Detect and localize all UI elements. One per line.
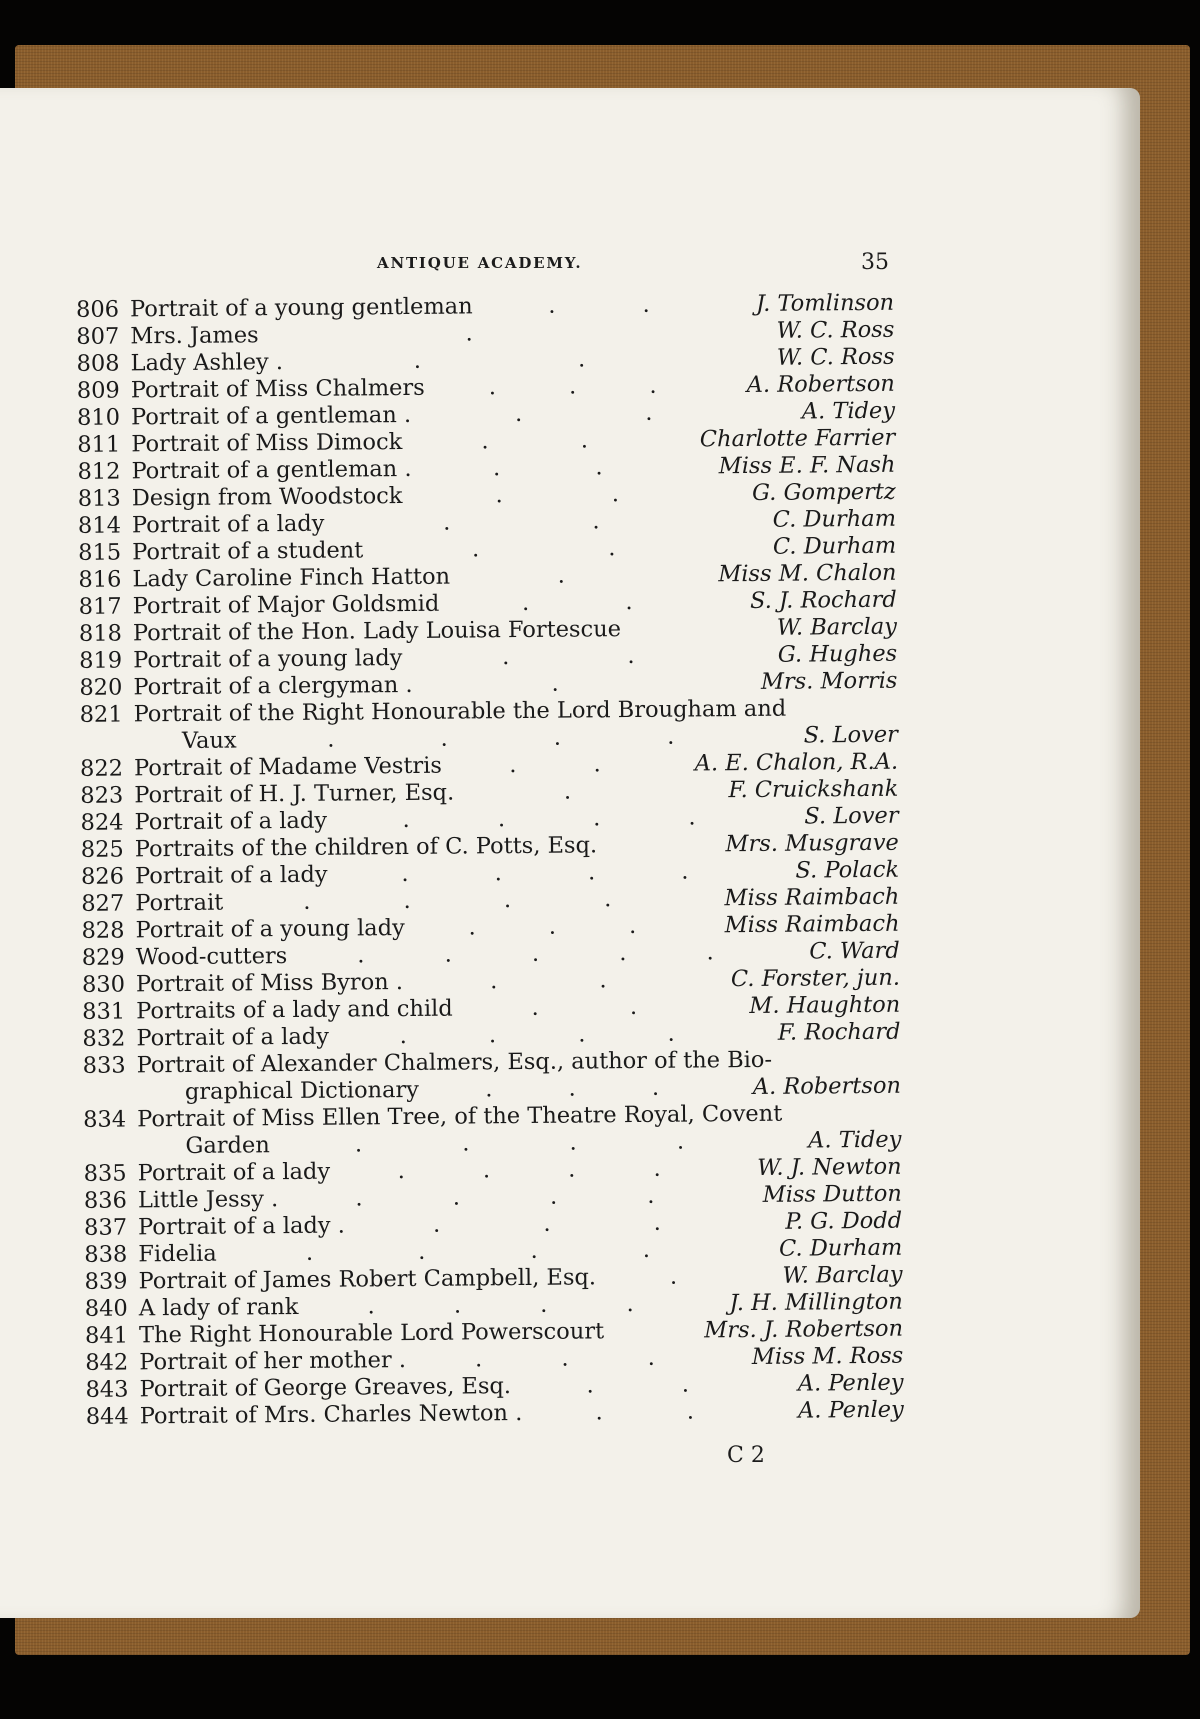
entry-title: Portrait of a lady .: [138, 1212, 345, 1241]
page-number: 35: [861, 250, 889, 275]
leader-dots: . . . .: [401, 858, 689, 888]
leader-dots: . .: [521, 589, 633, 616]
entry-title: The Right Honourable Lord Powerscourt: [138, 1318, 605, 1349]
entry-title: Fidelia: [138, 1240, 217, 1268]
entry-number: 806: [75, 296, 120, 323]
entry-number: 816: [78, 566, 122, 593]
entry-title: Portrait of the Right Honourable the Lord Brougham and: [133, 695, 787, 728]
entry-title: Portrait of Miss Byron .: [135, 969, 404, 998]
entry-number: 844: [85, 1403, 129, 1430]
entry-number: 817: [78, 593, 122, 620]
entry-title: Portrait of a student: [132, 537, 364, 566]
entry-artist: C. Durham: [778, 1234, 903, 1262]
entry-title: Portrait of a young lady: [135, 915, 405, 944]
entry-artist: W. J. Newton: [757, 1153, 902, 1181]
leader-dots: . . . .: [327, 723, 675, 753]
entry-title: A lady of rank: [138, 1293, 299, 1322]
entry-title: Portrait of a young gentleman: [129, 293, 473, 323]
entry-number: 842: [85, 1349, 129, 1376]
entry-number: 839: [84, 1268, 128, 1295]
leader-dots: . .: [586, 1371, 690, 1399]
entry-title: Portrait of a clergyman .: [133, 671, 413, 701]
leader-dots: . . . .: [367, 1291, 634, 1320]
entry-artist: Miss E. F. Nash: [718, 451, 896, 480]
leader-dots: . . .: [432, 1209, 661, 1238]
entry-artist: C. Durham: [772, 532, 897, 560]
entry-number: 835: [83, 1160, 127, 1187]
entry-number: 824: [80, 809, 124, 836]
entry-artist: S. Lover: [804, 802, 899, 830]
entry-title: Portrait of Miss Chalmers: [130, 374, 425, 404]
entry-number: 832: [82, 1025, 126, 1052]
entry-number: 820: [79, 674, 123, 701]
entry-number: 825: [80, 836, 124, 863]
leader-dots: .: [563, 778, 572, 805]
entry-number: 837: [84, 1214, 128, 1241]
entry-number: 814: [77, 512, 122, 539]
entry-artist: Mrs. Morris: [760, 667, 898, 695]
entry-artist: Miss M. Ross: [751, 1342, 904, 1371]
leader-dots: . .: [548, 291, 650, 319]
entry-artist: Miss Dutton: [762, 1180, 902, 1208]
entry-artist: W. Barclay: [782, 1261, 903, 1289]
entry-title: Portrait of a lady: [136, 1023, 330, 1052]
entry-artist: Miss M. Chalon: [718, 559, 897, 588]
entry-number: 843: [85, 1376, 129, 1403]
entry-artist: C. Ward: [809, 937, 900, 965]
leader-dots: .: [551, 670, 559, 697]
entry-artist: A. Robertson: [746, 370, 895, 399]
entry-number: 826: [80, 863, 125, 890]
entry-title: Portrait of a lady: [131, 510, 325, 539]
leader-dots: . . . . .: [357, 939, 714, 969]
entry-title: Lady Caroline Finch Hatton: [132, 563, 451, 593]
entry-number: 807: [76, 323, 120, 350]
entry-title: Portrait of Madame Vestris: [134, 752, 443, 782]
entry-title: Portrait of the Hon. Lady Louisa Fortescue: [132, 616, 622, 647]
catalogue-entries: [60, 290, 904, 1431]
entry-title: Portrait of a lady: [137, 1158, 331, 1187]
entry-number: 828: [81, 917, 125, 944]
leader-dots: . .: [531, 993, 638, 1021]
entry-number: 841: [84, 1322, 129, 1349]
running-head: ANTIQUE ACADEMY.: [377, 254, 583, 272]
leader-dots: . . . .: [355, 1182, 655, 1212]
leader-dots: .: [669, 1263, 678, 1290]
entry-number: 808: [76, 350, 120, 377]
entry-artist: S. Polack: [795, 856, 900, 884]
entry-title: Portrait of a young lady: [133, 645, 403, 674]
entry-title: Portrait of Alexander Chalmers, Esq., author of the Bio-: [136, 1046, 773, 1079]
leader-dots: . . . .: [305, 1236, 651, 1266]
leader-dots: . .: [502, 642, 635, 671]
entry-number: 838: [84, 1241, 128, 1268]
entry-number: 827: [81, 890, 125, 917]
entry-artist: Mrs. Musgrave: [725, 829, 899, 858]
entry-number: 829: [81, 944, 125, 971]
entry-title: Portraits of the children of C. Potts, Esq.: [134, 832, 598, 863]
leader-dots: . . . .: [399, 1020, 675, 1050]
entry-title: graphical Dictionary: [184, 1076, 420, 1105]
entry-title: Wood-cutters: [135, 943, 288, 971]
entry-title: Portrait of a lady: [134, 861, 328, 890]
entry-number: 818: [78, 620, 123, 647]
entry-title: Garden: [185, 1132, 270, 1159]
leader-dots: . .: [514, 399, 653, 428]
leader-dots: . . . .: [354, 1128, 685, 1158]
entry-artist: S. Lover: [803, 721, 898, 749]
leader-dots: . . .: [474, 1344, 655, 1373]
leader-dots: . . . .: [397, 1155, 661, 1185]
entry-number: 821: [79, 701, 123, 728]
entry-number: 823: [80, 782, 124, 809]
entry-artist: Miss Raimbach: [724, 883, 900, 912]
leader-dots: . .: [413, 346, 586, 374]
entry-artist: A. Tidey: [808, 1126, 902, 1154]
entry-title: Mrs. James: [130, 322, 259, 350]
entry-number: 815: [78, 539, 122, 566]
entry-number: 819: [79, 647, 123, 674]
entry-title: Portrait of Major Goldsmid: [132, 590, 440, 620]
entry-title: Portrait of a gentleman .: [131, 455, 412, 485]
leader-dots: . . . .: [303, 886, 612, 915]
leader-dots: . .: [471, 535, 616, 563]
entry-number: 822: [80, 755, 124, 782]
entry-artist: W. C. Ross: [776, 343, 895, 371]
leader-dots: . .: [481, 427, 589, 455]
entry-title: Vaux: [181, 727, 237, 754]
entry-artist: A. Tidey: [801, 397, 896, 425]
entry-artist: M. Haughton: [749, 991, 901, 1020]
entry-title: Portrait of a gentleman .: [130, 401, 412, 431]
entry-artist: Miss Raimbach: [724, 910, 900, 939]
signature-mark: C 2: [727, 1443, 765, 1468]
entry-artist: W. Barclay: [776, 613, 898, 641]
leader-dots: . .: [490, 967, 607, 995]
entry-artist: P. G. Dodd: [785, 1207, 903, 1235]
entry-number: 834: [83, 1106, 127, 1133]
leader-dots: . . .: [468, 912, 637, 941]
entry-artist: A. Penley: [797, 1369, 904, 1397]
entry-title: Portrait of Miss Dimock: [131, 429, 403, 458]
leader-dots: . .: [492, 454, 603, 482]
entry-number: 810: [76, 404, 121, 431]
leader-dots: .: [465, 320, 473, 347]
entry-title: Portrait of Miss Ellen Tree, of the Theatre Royal, Covent: [137, 1100, 783, 1133]
entry-number: 811: [77, 431, 121, 458]
entry-artist: G. Gompertz: [751, 478, 896, 506]
entry-title: Portrait of H. J. Turner, Esq.: [134, 779, 455, 809]
leader-dots: . .: [595, 1398, 695, 1426]
entry-number: 812: [77, 458, 121, 485]
leader-dots: . . .: [488, 372, 657, 401]
entry-number: 836: [83, 1187, 127, 1214]
entry-artist: A. Robertson: [752, 1072, 902, 1100]
leader-dots: . .: [443, 508, 600, 536]
entry-artist: C. Durham: [772, 505, 897, 533]
entry-number: 833: [82, 1052, 126, 1079]
entry-title: Portrait of George Greaves, Esq.: [139, 1373, 512, 1403]
entry-title: Portrait: [135, 889, 224, 917]
entry-artist: F. Rochard: [777, 1018, 901, 1046]
entry-number: 813: [77, 485, 121, 512]
entry-artist: J. H. Millington: [729, 1288, 903, 1317]
entry-number: 840: [84, 1295, 128, 1322]
leader-dots: . .: [509, 751, 601, 779]
entry-artist: W. C. Ross: [776, 316, 895, 344]
entry-artist: Mrs. J. Robertson: [704, 1315, 904, 1344]
entry-artist: F. Cruickshank: [728, 775, 899, 804]
entry-title: Portrait of a lady: [134, 807, 328, 836]
entry-title: Little Jessy .: [137, 1186, 279, 1214]
entry-artist: G. Hughes: [777, 640, 898, 668]
entry-title: Lady Ashley .: [130, 349, 284, 377]
entry-title: Portrait of her mother .: [139, 1347, 407, 1376]
entry-title: Design from Woodstock: [131, 483, 403, 512]
entry-number: 830: [81, 971, 126, 998]
leader-dots: . .: [495, 481, 620, 509]
entry-artist: J. Tomlinson: [755, 289, 895, 317]
entry-title: Portraits of a lady and child: [136, 995, 453, 1025]
entry-artist: A. Penley: [797, 1396, 904, 1424]
entry-artist: A. E. Chalon, R.A.: [694, 748, 899, 777]
entry-number: 831: [82, 998, 126, 1025]
leader-dots: . . . .: [402, 804, 696, 834]
entry-artist: Charlotte Farrier: [699, 424, 896, 453]
entry-artist: C. Forster, jun.: [730, 964, 901, 993]
leader-dots: .: [557, 562, 565, 589]
entry-title: Portrait of Mrs. Charles Newton .: [139, 1400, 523, 1430]
leader-dots: . . .: [485, 1074, 660, 1103]
page-header: [0, 250, 1200, 280]
entry-artist: S. J. Rochard: [749, 586, 897, 614]
entry-number: 809: [76, 377, 120, 404]
entry-title: Portrait of James Robert Campbell, Esq.: [138, 1264, 597, 1295]
